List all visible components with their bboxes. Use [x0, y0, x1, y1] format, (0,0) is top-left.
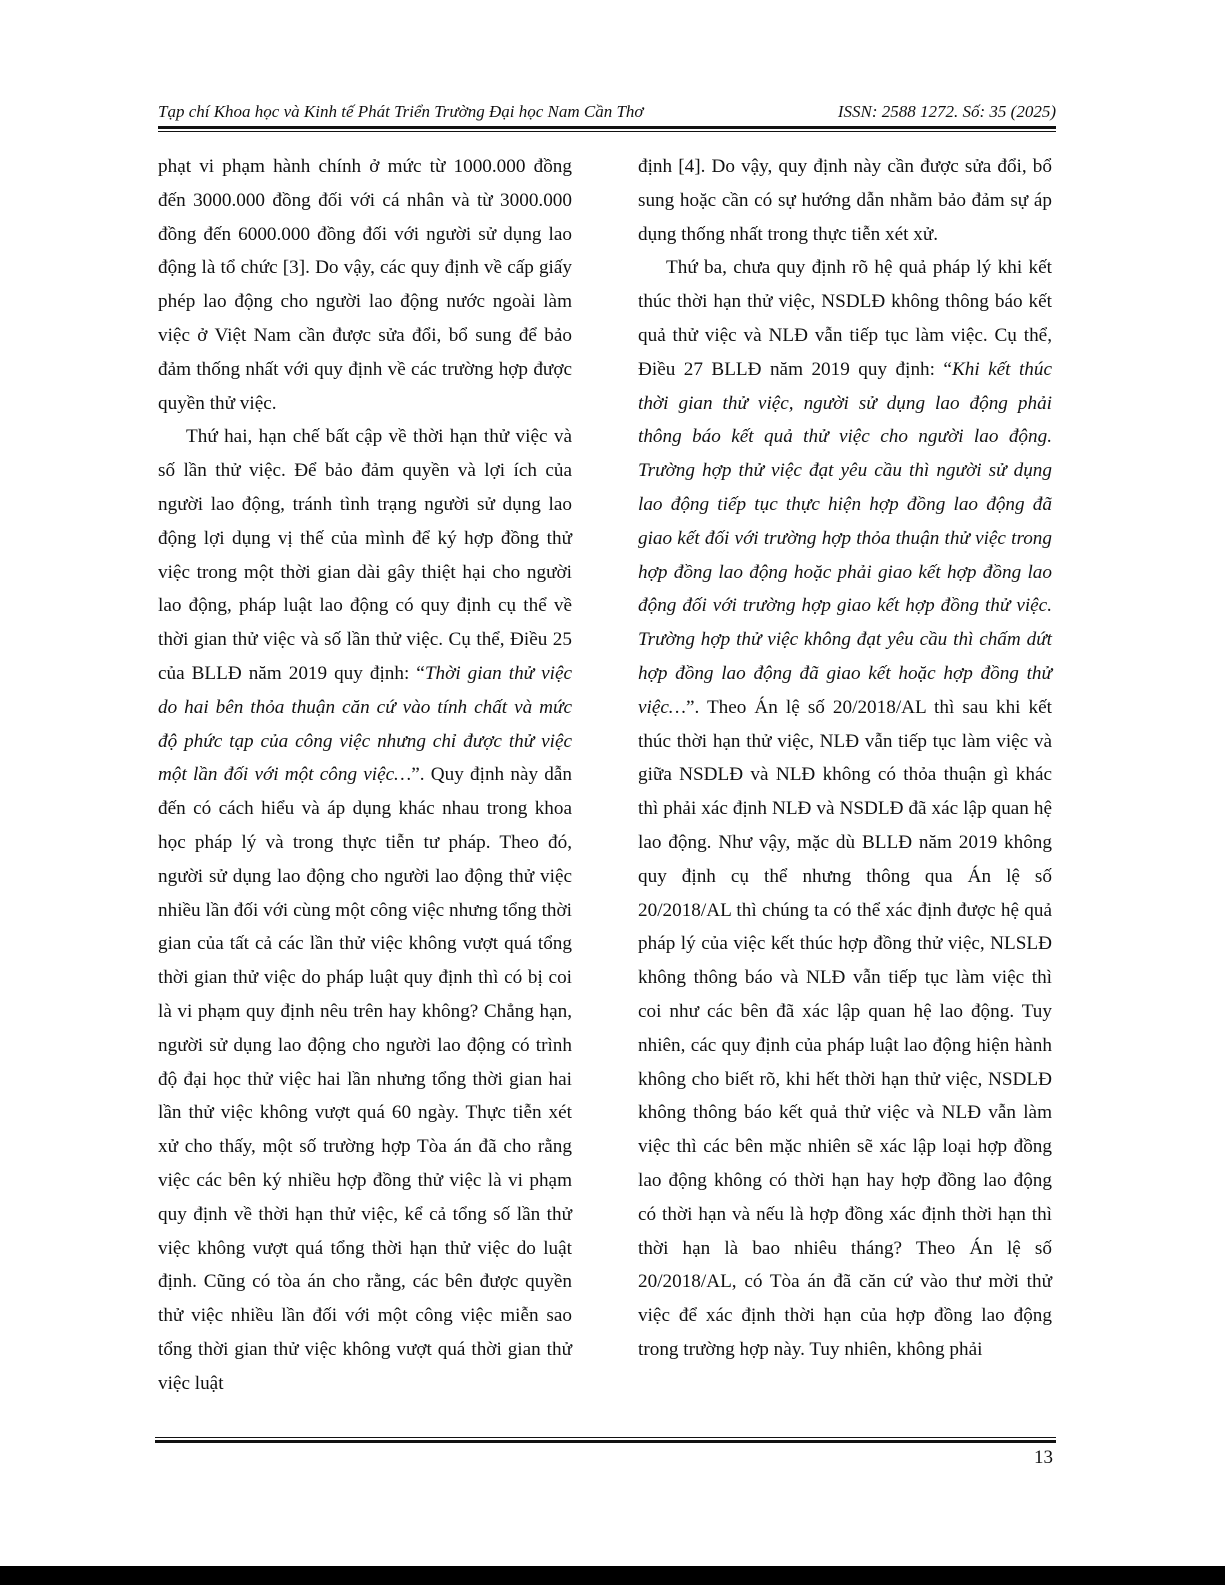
- header-rule: [158, 126, 1056, 132]
- right-column: [638, 150, 1052, 1367]
- paragraph: định [4]. Do vậy, quy định này cần được sửa đổi, bổ sung hoặc cần có sự hướng dẫn nhằm bảo đảm sự áp dụng thống nhất trong thực tiễn xét xử.: [638, 156, 1052, 245]
- issn-issue: ISSN: 2588 1272. Số: 35 (2025): [837, 102, 1056, 121]
- quoted-law-text: Khi kết thúc thời gian thử việc, người sử dụng lao động phải thông báo kết quả thử việc cho người lao động. Trường hợp thử việc đạt yêu cầu thì người sử dụng lao động tiếp tục thực hiện hợp đồng lao động đã giao kết đối với trường hợp thỏa thuận thử việc trong hợp đồng lao động hoặc phải giao kết hợp đồng lao động đối với trường hợp giao kết hợp đồng thử việc. Trường hợp thử việc không đạt yêu cầu thì chấm dứt hợp đồng lao động đã giao kết hoặc hợp đồng thử việc…: [638, 358, 1052, 718]
- paragraph-text: ”. Theo Án lệ số 20/2018/AL thì sau khi kết thúc thời hạn thử việc, NLĐ vẫn tiếp tục làm việc và giữa NSDLĐ và NLĐ không có thỏa thuận gì khác thì phải xác định NLĐ và NSDLĐ đã xác lập quan hệ lao động. Như vậy, mặc dù BLLĐ năm 2019 không quy định cụ thể nhưng thông qua Án lệ số 20/2018/AL thì chúng ta có thể xác định được hệ quả pháp lý của việc kết thúc hợp đồng thử việc, NLSLĐ không thông báo và NLĐ vẫn tiếp tục làm việc thì coi như các bên đã xác lập quan hệ lao động. Tuy nhiên, các quy định của pháp luật lao động hiện hành không cho biết rõ, khi hết thời hạn thử việc, NSDLĐ không thông báo kết quả thử việc và NLĐ vẫn làm việc thì các bên mặc nhiên sẽ xác lập loại hợp đồng lao động không có thời hạn hay hợp đồng lao động có thời hạn và nếu là hợp đồng xác định thời hạn thì thời hạn là bao nhiêu tháng? Theo Án lệ số 20/2018/AL, có Tòa án đã căn cứ vào thư mời thử việc để xác định thời hạn của hợp đồng lao động trong trường hợp này. Tuy nhiên, không phải: [638, 696, 1052, 1360]
- footer-rule: [155, 1437, 1056, 1443]
- paragraph-text: Thứ ba, chưa quy định rõ hệ quả pháp lý khi kết thúc thời hạn thử việc, NSDLĐ không thông báo kết quả thử việc và NLĐ vẫn tiếp tục làm việc. Cụ thể, Điều 27 BLLĐ năm 2019 quy định: “: [638, 257, 1052, 380]
- journal-title: Tạp chí Khoa học và Kinh tế Phát Triển Trường Đại học Nam Cần Thơ: [158, 102, 644, 121]
- page-number: 13: [1034, 1447, 1053, 1468]
- paragraph: [638, 251, 1052, 1366]
- paragraph: phạt vi phạm hành chính ở mức từ 1000.000 đồng đến 3000.000 đồng đối với cá nhân và từ 3000.000 đồng đến 6000.000 đồng đối với người sử dụng lao động là tổ chức [3]. Do vậy, các quy định về cấp giấy phép lao động cho người lao động nước ngoài làm việc ở Việt Nam cần được sửa đổi, bổ sung để bảo đảm thống nhất với quy định về các trường hợp được quyền thử việc.: [158, 156, 572, 414]
- paragraph-text: ”. Quy định này dẫn đến có cách hiểu và áp dụng khác nhau trong khoa học pháp lý và trong thực tiễn tư pháp. Theo đó, người sử dụng lao động cho người lao động thử việc nhiều lần đối với cùng một công việc nhưng tổng thời gian của tất cả các lần thử việc không vượt quá tổng thời gian thử việc do pháp luật quy định thì có bị coi là vi phạm quy định nêu trên hay không? Chẳng hạn, người sử dụng lao động cho người lao động có trình độ đại học thử việc hai lần nhưng tổng thời gian hai lần thử việc không vượt quá 60 ngày. Thực tiễn xét xử cho thấy, một số trường hợp Tòa án đã cho rằng việc các bên ký nhiều hợp đồng thử việc là vi phạm quy định về thời hạn thử việc, kể cả tổng số lần thử việc không vượt quá tổng thời hạn thử việc do luật định. Cũng có tòa án cho rằng, các bên được quyền thử việc nhiều lần đối với một công việc miễn sao tổng thời gian thử việc không vượt quá thời gian thử việc luật: [158, 764, 572, 1394]
- running-header: [158, 100, 1056, 126]
- scan-edge: [0, 1566, 1225, 1585]
- left-column: [158, 150, 572, 1400]
- paragraph-text: Thứ hai, hạn chế bất cập về thời hạn thử việc và số lần thử việc. Để bảo đảm quyền và lợi ích của người lao động, tránh tình trạng người sử dụng lao động lợi dụng vị thế của mình để ký hợp đồng thử việc trong một thời gian dài gây thiệt hại cho người lao động, pháp luật lao động có quy định cụ thể về thời gian thử việc và số lần thử việc. Cụ thể, Điều 25 của BLLĐ năm 2019 quy định: “: [158, 426, 572, 684]
- quoted-law-text: Thời gian thử việc do hai bên thỏa thuận căn cứ vào tính chất và mức độ phức tạp của công việc nhưng chỉ được thử việc một lần đối với một công việc…: [158, 662, 572, 786]
- paragraph: [158, 420, 572, 1400]
